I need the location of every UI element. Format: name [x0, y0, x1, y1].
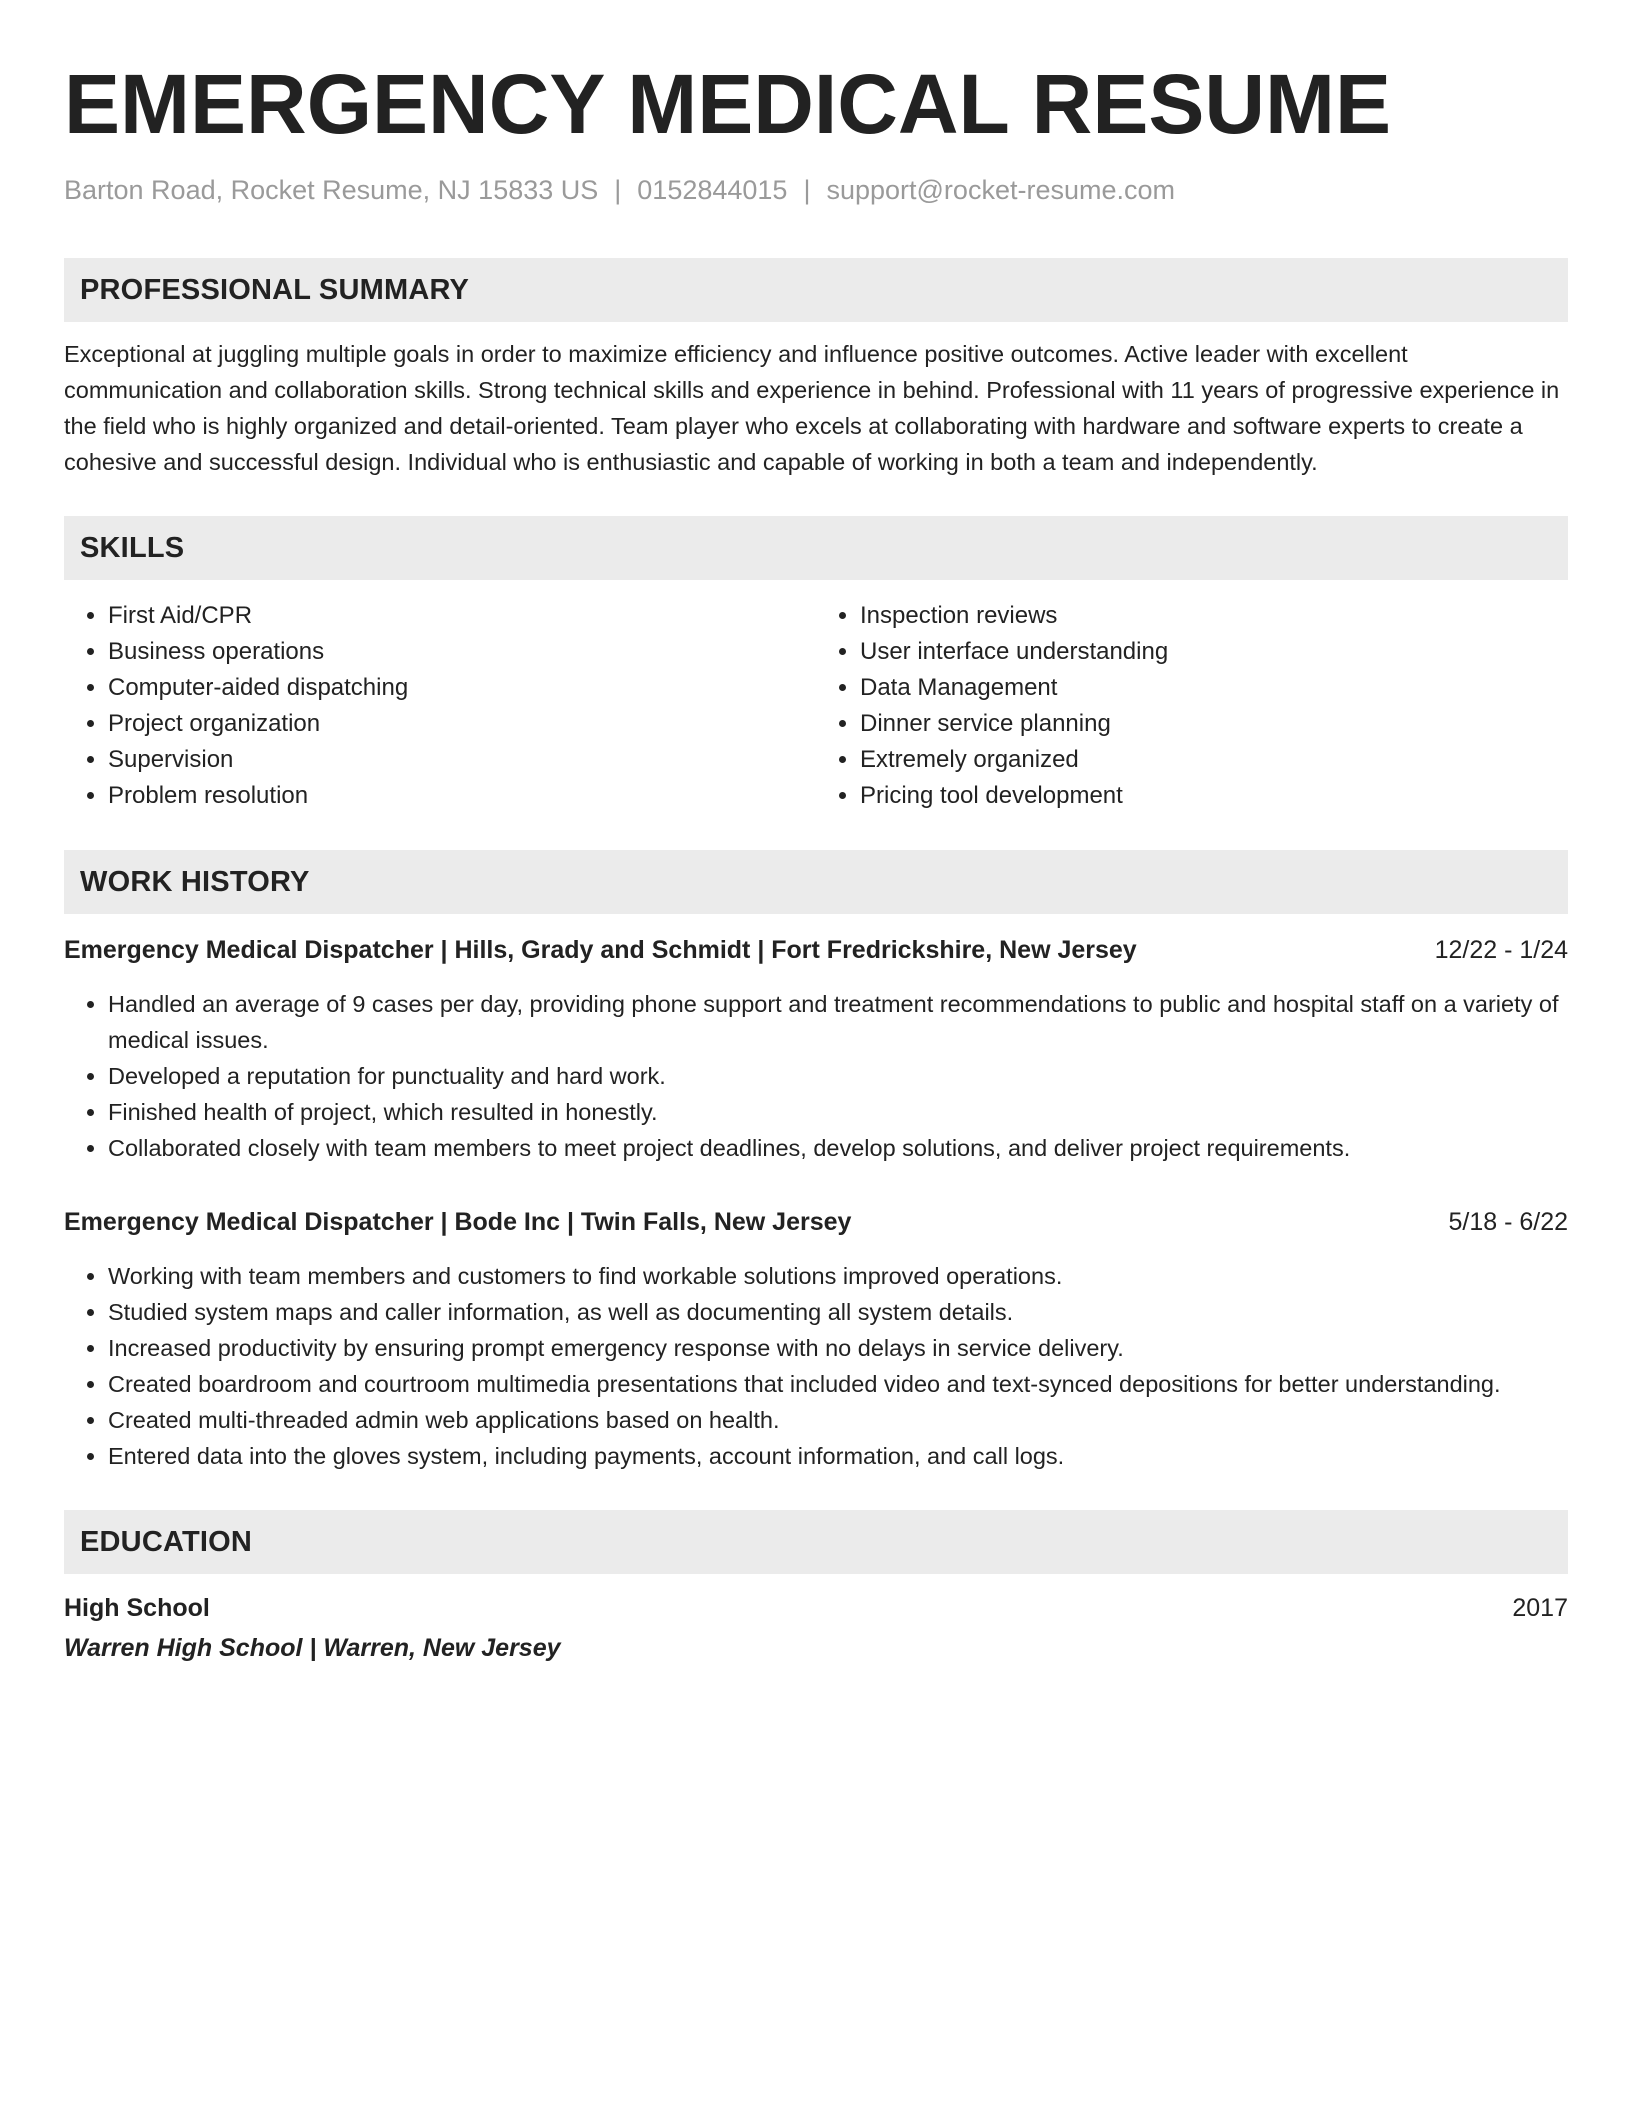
job-title: Emergency Medical Dispatcher | Bode Inc | Twin Falls, New Jersey	[64, 1208, 852, 1236]
skill-item: • Business operations	[108, 634, 816, 670]
skills-column-right	[816, 598, 1568, 814]
contact-email: support@rocket-resume.com	[826, 175, 1175, 205]
skill-item: • Computer-aided dispatching	[108, 670, 816, 706]
section-header-skills: SKILLS	[64, 516, 1568, 580]
education-year: 2017	[1512, 1594, 1568, 1622]
skill-item: • User interface understanding	[860, 634, 1568, 670]
job-entry	[64, 1204, 1568, 1474]
skill-item: • Extremely organized	[860, 742, 1568, 778]
job-title: Emergency Medical Dispatcher | Hills, Grady and Schmidt | Fort Fredrickshire, New Jersey	[64, 936, 1137, 964]
section-header-education: EDUCATION	[64, 1510, 1568, 1574]
job-bullets	[64, 986, 1568, 1166]
job-bullet: • Handled an average of 9 cases per day, providing phone support and treatment recommendations to public and hospital staff on a variety of medical issues.	[108, 986, 1568, 1058]
job-header	[64, 1204, 1568, 1240]
skill-item: • Supervision	[108, 742, 816, 778]
contact-address: Barton Road, Rocket Resume, NJ 15833 US	[64, 175, 599, 205]
job-entry	[64, 932, 1568, 1166]
job-bullet: • Working with team members and customers to find workable solutions improved operations.	[108, 1258, 1568, 1294]
skill-item: • First Aid/CPR	[108, 598, 816, 634]
job-header	[64, 932, 1568, 968]
education-header	[64, 1590, 1568, 1626]
skill-item: • Problem resolution	[108, 778, 816, 814]
job-bullet: • Studied system maps and caller information, as well as documenting all system details.	[108, 1294, 1568, 1330]
job-bullet: • Increased productivity by ensuring prompt emergency response with no delays in service delivery.	[108, 1330, 1568, 1366]
job-bullet: • Entered data into the gloves system, including payments, account information, and call logs.	[108, 1438, 1568, 1474]
education-school: Warren High School | Warren, New Jersey	[64, 1634, 561, 1662]
skill-item: • Data Management	[860, 670, 1568, 706]
job-bullet: • Finished health of project, which resulted in honestly.	[108, 1094, 1568, 1130]
contact-phone: 0152844015	[637, 175, 788, 205]
job-bullet: • Created multi-threaded admin web applications based on health.	[108, 1402, 1568, 1438]
skill-item: • Inspection reviews	[860, 598, 1568, 634]
skill-item: • Pricing tool development	[860, 778, 1568, 814]
job-bullet: • Developed a reputation for punctuality and hard work.	[108, 1058, 1568, 1094]
job-dates: 12/22 - 1/24	[1434, 936, 1568, 964]
job-bullet: • Collaborated closely with team members to meet project deadlines, develop solutions, and deliver project requirements.	[108, 1130, 1568, 1166]
resume-title: EMERGENCY MEDICAL RESUME	[64, 57, 1392, 151]
job-dates: 5/18 - 6/22	[1448, 1208, 1568, 1236]
section-header-work-history: WORK HISTORY	[64, 850, 1568, 914]
job-bullet: • Created boardroom and courtroom multimedia presentations that included video and text-synced depositions for better understanding.	[108, 1366, 1568, 1402]
skill-item: • Dinner service planning	[860, 706, 1568, 742]
job-bullets	[64, 1258, 1568, 1474]
section-header-summary: PROFESSIONAL SUMMARY	[64, 258, 1568, 322]
contact-separator: |	[614, 175, 622, 205]
skill-item: • Project organization	[108, 706, 816, 742]
skills-column-left	[64, 598, 816, 814]
education-entry	[64, 1590, 1568, 1666]
contact-separator: |	[803, 175, 811, 205]
summary-text: Exceptional at juggling multiple goals in order to maximize efficiency and influence positive outcomes. Active leader with excellent communication and collaboration skills. Strong technical skills and experience in behind. Professional with 11 years of progressive experience in the field who is highly organized and detail-oriented. Team player who excels at collaborating with hardware and software experts to create a cohesive and successful design. Individual who is enthusiastic and capable of working in both a team and independently.	[64, 341, 1560, 475]
contact-line	[64, 172, 1568, 208]
skills-list	[64, 598, 1568, 814]
education-degree: High School	[64, 1594, 210, 1622]
